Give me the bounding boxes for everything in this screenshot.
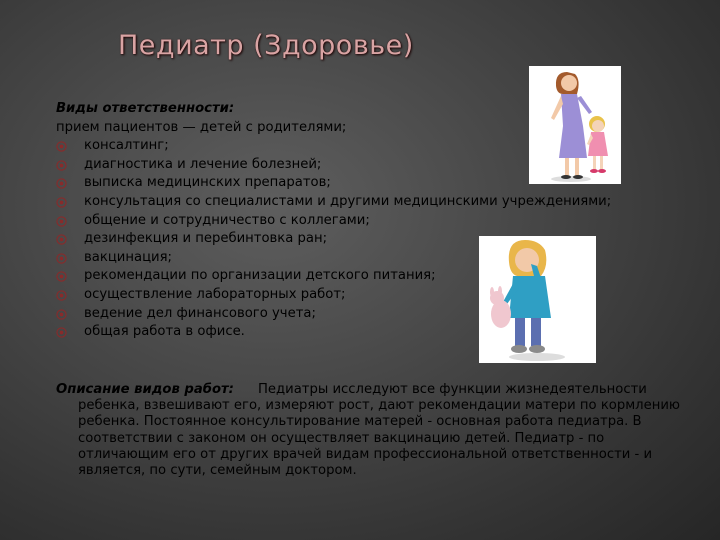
bullet-icon (56, 160, 67, 171)
bullet-icon (56, 290, 67, 301)
bullet-icon (56, 141, 67, 152)
bullet-icon (56, 197, 67, 208)
bullet-icon (56, 253, 67, 264)
list-item (56, 249, 696, 268)
crying-child-illustration (479, 236, 596, 363)
list-item-text: дезинфекция и перебинтовка ран; (84, 231, 328, 247)
list-item (56, 323, 696, 342)
bullet-icon (56, 234, 67, 245)
work-description (56, 382, 696, 479)
list-item-text: осуществление лабораторных работ; (84, 286, 346, 302)
list-item-text: выписка медицинских препаратов; (84, 175, 331, 191)
list-item-text: диагностика и лечение болезней; (84, 156, 322, 172)
responsibilities-heading: Виды ответственности: (56, 101, 235, 116)
bullet-icon (56, 216, 67, 227)
mother-child-illustration (529, 66, 621, 184)
list-item (56, 193, 696, 212)
bullet-icon (56, 178, 67, 189)
list-item-text: консалтинг; (84, 138, 169, 154)
list-item-text: вакцинация; (84, 249, 172, 265)
list-item (56, 267, 696, 286)
bullet-icon (56, 309, 67, 320)
list-item-text: общая работа в офисе. (84, 324, 245, 340)
list-item-text: рекомендации по организации детского питания; (84, 268, 436, 284)
description-text: Педиатры исследуют все функции жизнедеятельности ребенка, взвешивают его, измеряют рост, дают рекомендации матери по кормлению ребенка. Постоянное консультирование матерей - основная работа педиатра. В соответствии с законом он осуществляет вакцинацию детей. Педиатр - по отличающим его от других врачей видам профессиональной ответственности - и является, по сути, семейным доктором. (78, 382, 681, 479)
description-label: Описание видов работ: (56, 382, 234, 397)
responsibilities-subheading: прием пациентов — детей с родителями; (56, 119, 347, 135)
list-item-text: ведение дел финансового учета; (84, 305, 316, 321)
list-item (56, 230, 696, 249)
bullet-icon (56, 271, 67, 282)
list-item (56, 305, 696, 324)
list-item (56, 212, 696, 231)
bullet-icon (56, 327, 67, 338)
list-item-text: консультация со специалистами и другими медицинскими учреждениями; (84, 193, 612, 209)
slide-title: Педиатр (Здоровье) (118, 30, 414, 61)
list-item (56, 286, 696, 305)
list-item-text: общение и сотрудничество с коллегами; (84, 212, 370, 228)
